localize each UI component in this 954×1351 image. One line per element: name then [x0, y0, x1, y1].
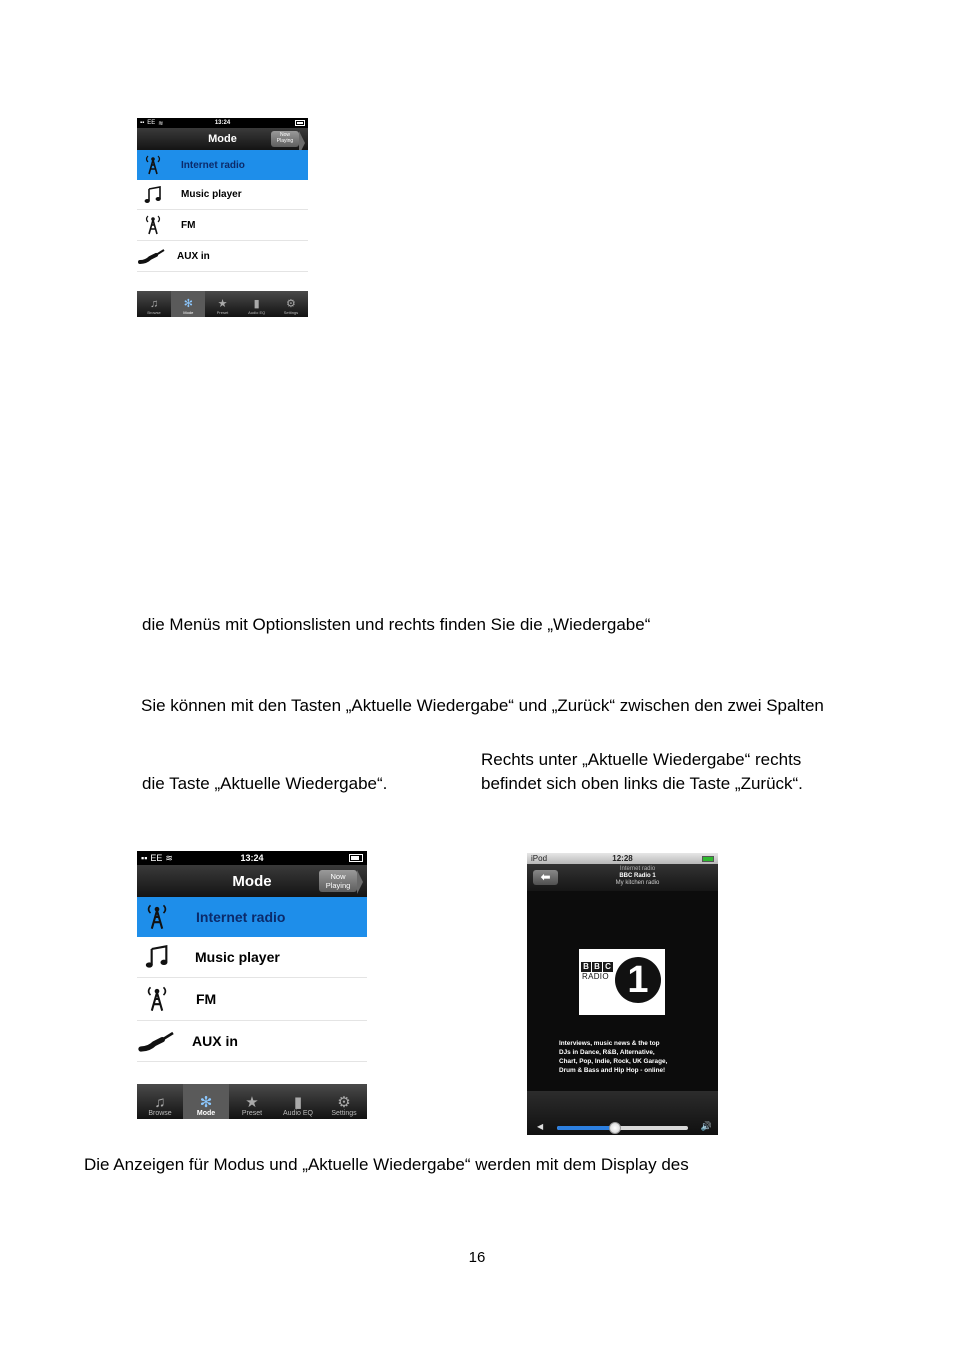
mode-item-label: Music player	[195, 949, 280, 965]
now-playing-button[interactable]: Now Playing	[319, 870, 357, 892]
mode-item-internet-radio[interactable]	[137, 150, 308, 180]
clock: 13:24	[240, 853, 264, 863]
aux-cable-icon	[137, 1029, 177, 1053]
now-playing-button[interactable]: Now Playing	[271, 131, 299, 147]
radio-tower-icon	[139, 904, 175, 930]
page-title: Mode	[232, 872, 272, 890]
volume-slider[interactable]	[557, 1126, 688, 1130]
tab-settings[interactable]: ⚙ Settings	[331, 1094, 357, 1117]
clock: 12:28	[612, 854, 633, 863]
star-icon: ★	[217, 298, 228, 310]
signal-icon: ▪▪	[140, 120, 145, 126]
mode-item-music-player[interactable]	[137, 937, 367, 978]
paragraph-displays: Die Anzeigen für Modus und „Aktuelle Wiedergabe“ werden mit dem Display des	[84, 1155, 689, 1174]
volume-slider-fill	[557, 1126, 615, 1130]
mode-item-fm[interactable]	[137, 210, 308, 241]
music-note-icon	[139, 186, 167, 204]
wifi-icon: ≋	[165, 852, 173, 863]
carrier-label: EE	[150, 853, 163, 863]
battery-icon	[295, 120, 305, 126]
station-description: Interviews, music news & the top DJs in Dance, R&B, Alternative, Chart, Pop, Indie, Rock, UK Garage, Drum & Bass and Hip Hop - online!	[559, 1040, 668, 1074]
mode-item-internet-radio[interactable]	[137, 897, 367, 937]
paragraph-menus: die Menüs mit Optionslisten und rechts finden Sie die „Wiedergabe“	[142, 615, 651, 634]
tab-browse[interactable]: ♫ Browse	[148, 1094, 172, 1117]
music-note-icon	[139, 945, 175, 969]
nav-bar	[137, 128, 308, 150]
equalizer-icon: ▮	[253, 298, 260, 310]
header-mode: Internet radio	[619, 866, 656, 872]
nav-bar	[137, 865, 367, 897]
mode-item-aux-in[interactable]	[137, 1021, 367, 1062]
tab-bar	[137, 1084, 367, 1119]
battery-icon	[349, 854, 363, 862]
volume-high-icon: 🔊	[700, 1121, 712, 1131]
wifi-icon: ≋	[158, 120, 164, 127]
radio-tower-icon	[139, 155, 167, 175]
mode-item-label: Music player	[181, 189, 242, 200]
paragraph-switch: Sie können mit den Tasten „Aktuelle Wiedergabe“ und „Zurück“ zwischen den zwei Spalten	[141, 696, 824, 715]
star-icon: ★	[245, 1094, 259, 1111]
tab-mode[interactable]: ✻ Mode	[171, 291, 205, 317]
mode-screen-small	[137, 118, 308, 317]
header-device-name: My kitchen radio	[615, 880, 660, 886]
equalizer-icon: ▮	[293, 1094, 303, 1111]
header-station: BBC Radio 1	[619, 873, 656, 879]
mode-screen-large	[137, 851, 367, 1119]
mode-icon: ✻	[199, 1094, 213, 1111]
mode-item-label: AUX in	[192, 1033, 238, 1049]
status-bar	[137, 851, 367, 865]
tab-audio-eq[interactable]: ▮ Audio EQ	[283, 1094, 313, 1117]
gear-icon: ⚙	[285, 298, 296, 310]
tab-preset[interactable]: ★ Preset	[216, 298, 229, 315]
gear-icon: ⚙	[337, 1094, 351, 1111]
paragraph-right-line2: befindet sich oben links die Taste „Zurück“.	[481, 774, 803, 793]
now-playing-screen	[527, 853, 718, 1135]
tab-browse[interactable]: ♫ Browse	[147, 298, 161, 315]
aux-cable-icon	[137, 247, 167, 265]
paragraph-now-playing-key: die Taste „Aktuelle Wiedergabe“.	[142, 774, 388, 793]
now-playing-header	[527, 864, 718, 891]
mode-item-music-player[interactable]	[137, 180, 308, 210]
mode-item-label: FM	[181, 219, 196, 231]
status-bar	[137, 118, 308, 128]
page-title: Mode	[208, 133, 237, 145]
paragraph-right-line1: Rechts unter „Aktuelle Wiedergabe“ rechts	[481, 750, 802, 769]
volume-low-icon: ◀	[537, 1122, 544, 1131]
mode-icon: ✻	[183, 298, 193, 310]
status-bar	[527, 853, 718, 864]
carrier-label: EE	[147, 120, 156, 126]
back-button[interactable]	[533, 870, 558, 885]
browse-icon: ♫	[149, 298, 159, 310]
back-arrow-icon: ⬅	[540, 870, 551, 884]
tab-preset[interactable]: ★ Preset	[241, 1094, 263, 1117]
volume-slider-thumb[interactable]	[609, 1122, 621, 1134]
browse-icon: ♫	[154, 1094, 166, 1111]
mode-item-label: Internet radio	[181, 159, 245, 171]
tab-audio-eq[interactable]: ▮ Audio EQ	[248, 298, 266, 315]
clock: 13:24	[214, 120, 231, 126]
signal-icon: ▪▪	[141, 853, 148, 863]
tab-settings[interactable]: ⚙ Settings	[283, 298, 299, 315]
device-label: iPod	[531, 854, 548, 863]
mode-item-label: AUX in	[177, 250, 210, 262]
tab-bar	[137, 291, 308, 317]
mode-item-label: FM	[196, 991, 217, 1007]
page-number: 16	[468, 1249, 486, 1266]
volume-bar	[527, 1091, 718, 1135]
mode-item-label: Internet radio	[196, 909, 286, 925]
mode-item-fm[interactable]	[137, 978, 367, 1021]
tab-mode[interactable]: ✻ Mode	[183, 1084, 229, 1119]
radio-tower-icon	[139, 215, 167, 235]
station-logo: B B C RADIO 1	[579, 949, 665, 1015]
radio-tower-icon	[139, 986, 175, 1012]
mode-item-aux-in[interactable]	[137, 241, 308, 272]
